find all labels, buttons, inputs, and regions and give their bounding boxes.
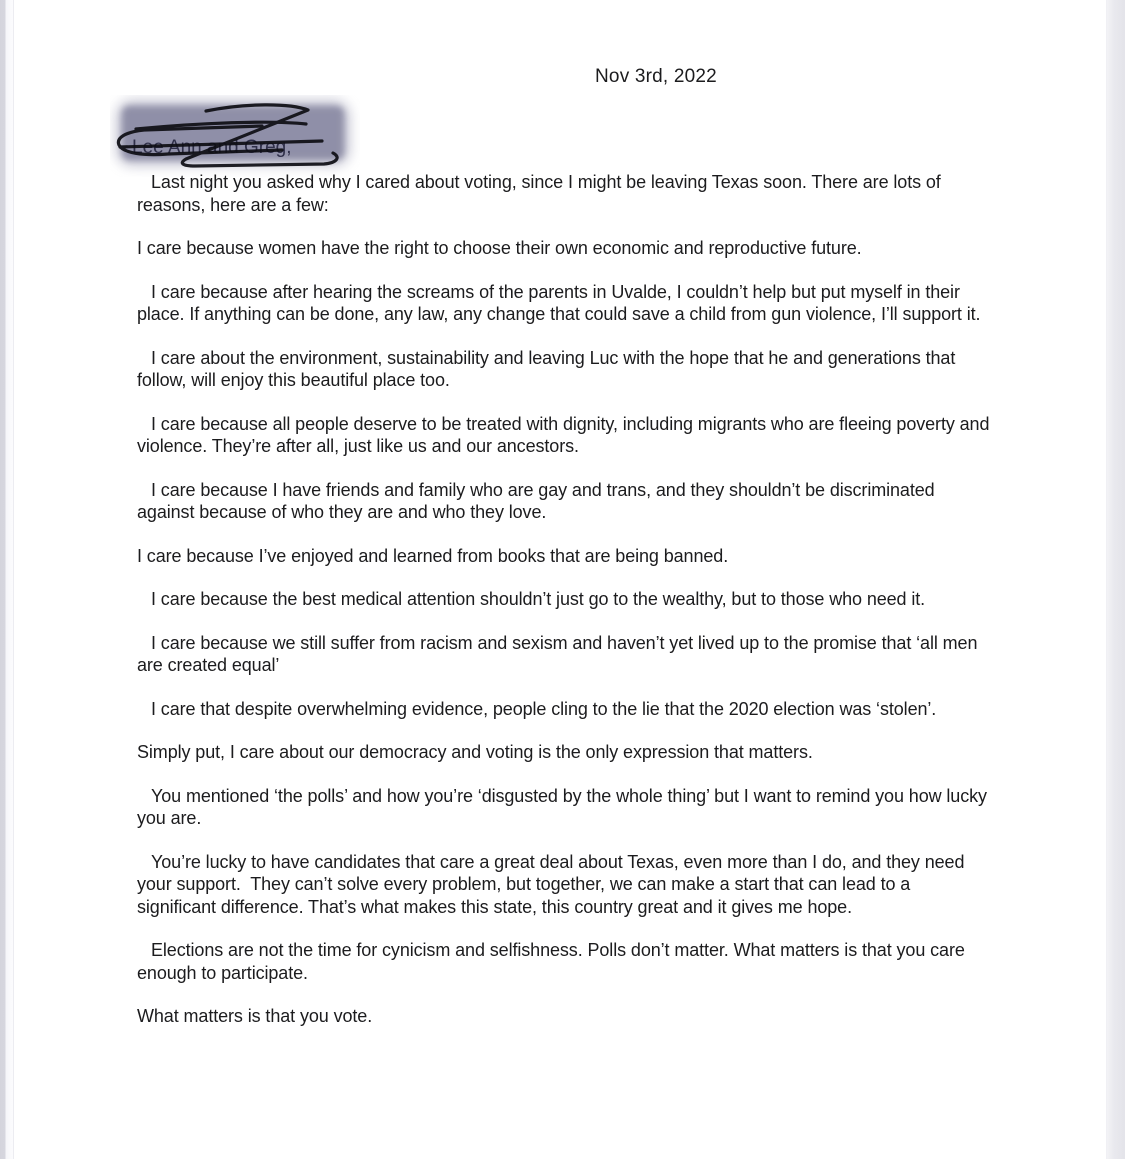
redaction-graphic	[110, 95, 360, 177]
letter-paragraph: I care because we still suffer from racism and sexism and haven’t yet lived up to the promise that ‘all men are created equal’	[137, 632, 983, 675]
letter-paragraph: I care because all people deserve to be treated with dignity, including migrants who are fleeing poverty and violence. They’re after all, just like us and our ancestors.	[137, 413, 995, 456]
page-right-gutter	[1106, 0, 1125, 1159]
letter-date: Nov 3rd, 2022	[595, 66, 717, 87]
letter-paragraph: You’re lucky to have candidates that care a great deal about Texas, even more than I do, and they need your support. They can’t solve every problem, but together, we can make a start that can lead to a significant difference. That’s what makes this state, this country great and it gives me hope.	[137, 851, 970, 917]
letter-paragraph: Elections are not the time for cynicism and selfishness. Polls don’t matter. What matters is that you care enough to participate.	[137, 940, 970, 983]
letter-paragraph: I care that despite overwhelming evidence, people cling to the lie that the 2020 election was ‘stolen’.	[151, 698, 937, 719]
redacted-salutation	[110, 95, 360, 177]
letter-paragraph: I care about the environment, sustainability and leaving Luc with the hope that he and generations that follow, will enjoy this beautiful place too.	[137, 347, 961, 390]
letter-paragraph: You mentioned ‘the polls’ and how you’re ‘disgusted by the whole thing’ but I want to remind you how lucky you are.	[137, 785, 992, 828]
letter-paragraph: What matters is that you vote.	[137, 1006, 373, 1026]
letter-paragraph: I care because I’ve enjoyed and learned from books that are being banned.	[137, 545, 729, 566]
letter-paragraph: I care because I have friends and family who are gay and trans, and they shouldn’t be discriminated against because of who they are and who they love.	[137, 479, 940, 522]
letter-body	[137, 171, 993, 1049]
letter-paragraph: I care because the best medical attention shouldn’t just go to the wealthy, but to those who need it.	[151, 589, 926, 609]
letter-paragraph: I care because after hearing the screams of the parents in Uvalde, I couldn’t help but put myself in their place. If anything can be done, any law, any change that could save a child from gun violence, I’ll support it.	[137, 281, 981, 324]
page-left-gutter	[0, 0, 14, 1159]
letter-paragraph: I care because women have the right to choose their own economic and reproductive future.	[137, 238, 862, 258]
letter-sheet	[14, 0, 1106, 1159]
letter-paragraph: Simply put, I care about our democracy and voting is the only expression that matters.	[137, 742, 813, 762]
salutation-text: Lee Ann and Greg,	[132, 137, 292, 158]
letter-paragraph: Last night you asked why I cared about voting, since I might be leaving Texas soon. There are lots of reasons, here are a few:	[137, 172, 946, 215]
